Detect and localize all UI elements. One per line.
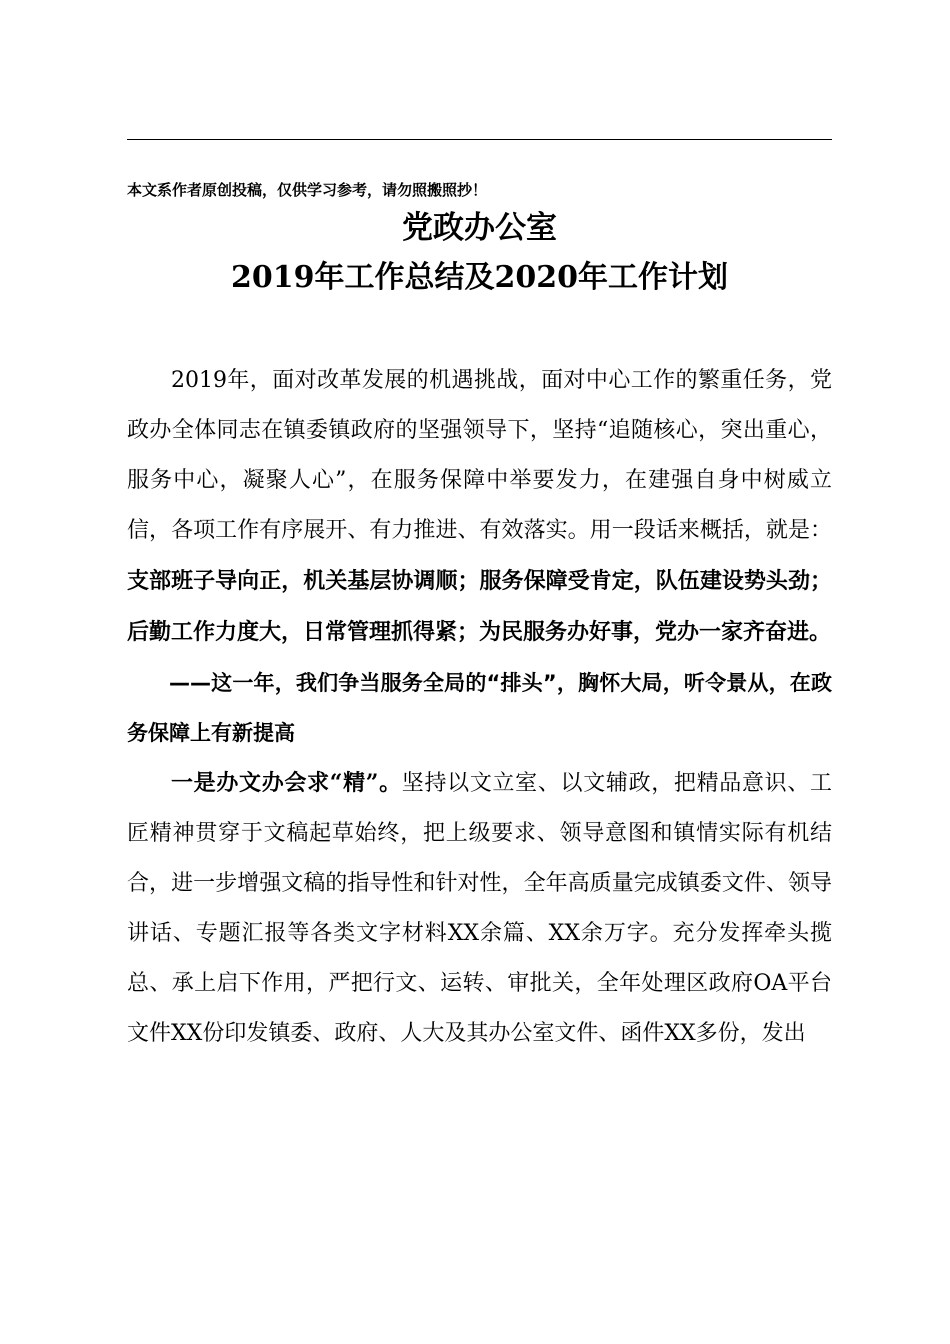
overview-text: 2019年，面对改革发展的机遇挑战，面对中心工作的繁重任务，党政办全体同志在镇委镇政府的坚强领导下，坚持“追随核心，突出重心，服务中心，凝聚人心”，在服务保障中举要发力，在建强自身中树威立信，各项工作有序展开、有力推进、有效落实。用一段话来概括，就是： (127, 368, 832, 543)
copyright-notice: 本文系作者原创投稿，仅供学习参考，请勿照搬照抄！ (127, 181, 488, 199)
document-body (127, 356, 832, 1059)
document-title-line-1: 党政办公室 (402, 210, 557, 246)
paragraph-documents-meetings (127, 758, 832, 1059)
overview-summary: 支部班子导向正，机关基层协调顺；服务保障受肯定，队伍建设势头劲；后勤工作力度大，日常管理抓得紧；为民服务办好事，党办一家齐奋进。 (127, 568, 832, 645)
header-rule (127, 139, 832, 140)
point-lead: 一是办文办会求“精”。 (171, 770, 402, 796)
document-title-line-2: 2019年工作总结及2020年工作计划 (231, 260, 728, 295)
section-heading: ——这一年，我们争当服务全局的“排头”，胸怀大局，听令景从，在政务保障上有新提高 (127, 671, 832, 745)
paragraph-overview (127, 356, 832, 658)
point-text: 坚持以文立室、以文辅政，把精品意识、工匠精神贯穿于文稿起草始终，把上级要求、领导意图和镇情实际有机结合，进一步增强文稿的指导性和针对性，全年高质量完成镇委文件、领导讲话、专题汇报等各类文字材料XX余篇、XX余万字。充分发挥牵头揽总、承上启下作用，严把行文、运转、审批关，全年处理区政府OA平台文件XX份印发镇委、政府、人大及其办公室文件、函件XX多份，发出 (127, 771, 832, 1046)
